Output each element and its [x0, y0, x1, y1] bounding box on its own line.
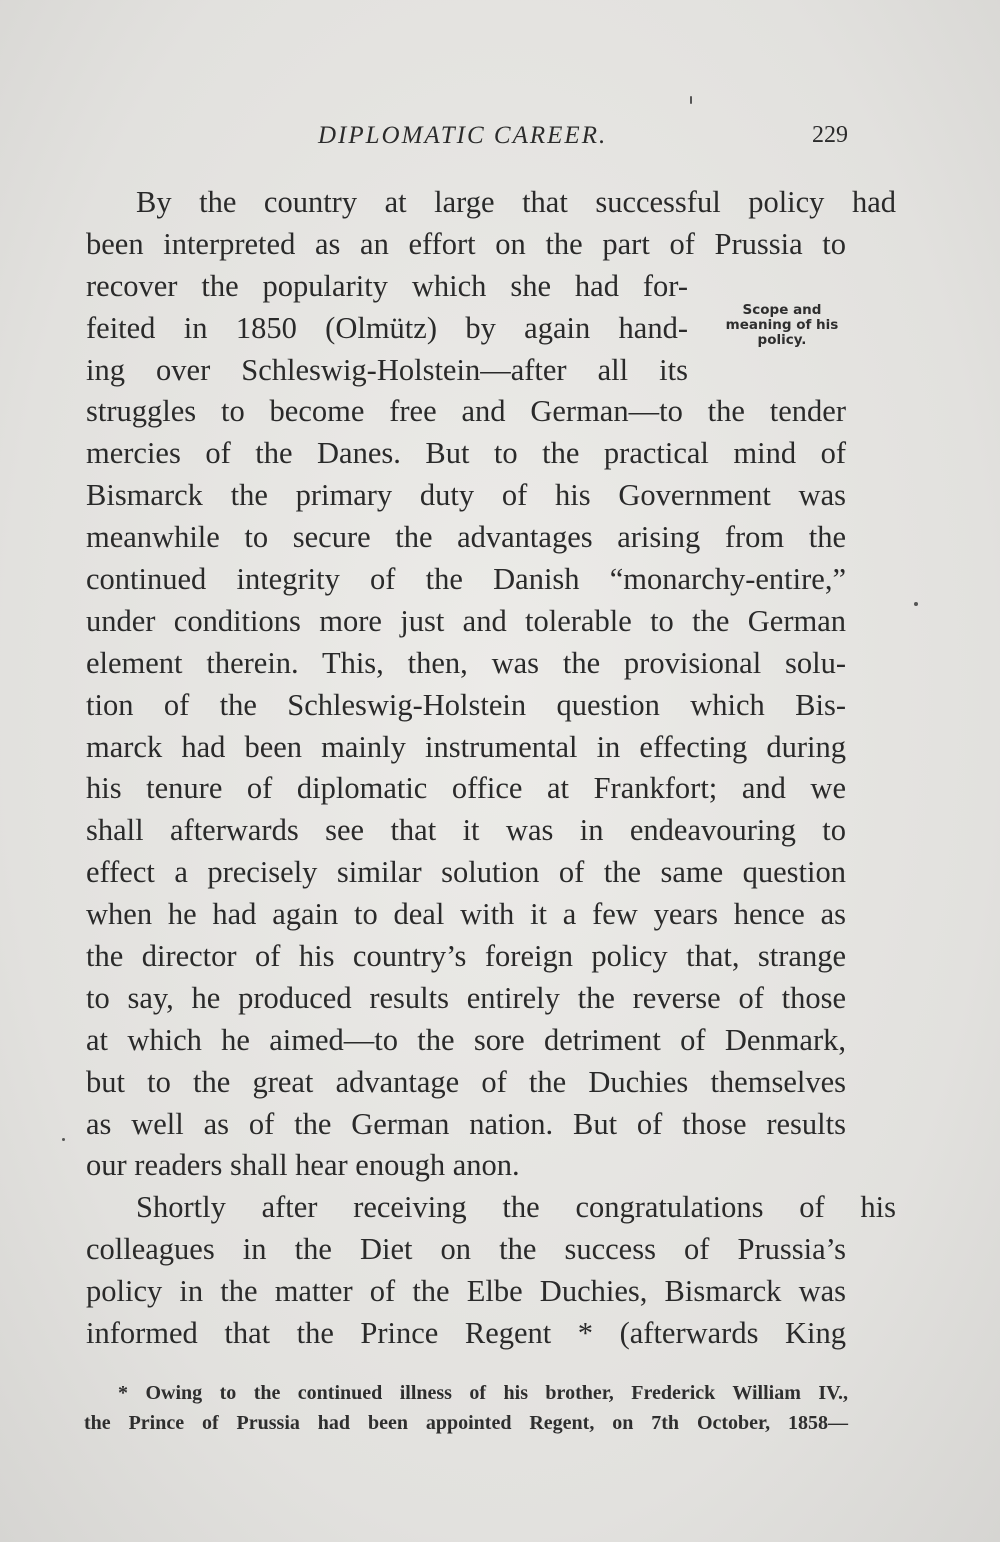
footnote-line: * Owing to the continued illness of his brother, Frederick William IV., — [118, 1382, 848, 1404]
body-line: mercies of the Danes. But to the practical mind of — [86, 436, 846, 471]
body-line: colleagues in the Diet on the success of Prussia’s — [86, 1232, 846, 1267]
body-line: continued integrity of the Danish “monarchy-entire,” — [86, 562, 846, 597]
body-line: feited in 1850 (Olmütz) by again hand- — [86, 310, 688, 345]
margin-note-line: Scope and — [742, 302, 822, 318]
margin-note-line: meaning of his — [725, 317, 839, 333]
body-line: informed that the Prince Regent * (afterwards King — [86, 1316, 846, 1351]
body-line: to say, he produced results entirely the reverse of those — [86, 980, 846, 1015]
paper-speck — [914, 602, 918, 606]
paper-speck — [62, 1138, 65, 1141]
body-line: recover the popularity which she had for- — [86, 268, 688, 303]
running-title: DIPLOMATIC CAREER. — [318, 122, 608, 149]
body-line: element therein. This, then, was the provisional solu- — [86, 645, 846, 680]
body-line: struggles to become free and German—to the tender — [86, 394, 846, 429]
body-line: Shortly after receiving the congratulations of his — [136, 1190, 896, 1225]
body-line: been interpreted as an effort on the part of Prussia to — [86, 226, 846, 261]
running-head — [0, 122, 1000, 162]
margin-note-line: policy. — [757, 332, 807, 348]
body-line: marck had been mainly instrumental in effecting during — [86, 729, 846, 764]
body-line: effect a precisely similar solution of the same question — [86, 855, 846, 890]
page-number: 229 — [812, 122, 848, 148]
body-line: policy in the matter of the Elbe Duchies, Bismarck was — [86, 1274, 846, 1309]
body-line: at which he aimed—to the sore detriment of Denmark, — [86, 1022, 846, 1057]
body-line: but to the great advantage of the Duchies themselves — [86, 1064, 846, 1099]
body-line: shall afterwards see that it was in endeavouring to — [86, 813, 846, 848]
footnote — [84, 1378, 854, 1438]
body-line: our readers shall hear enough anon. — [86, 1148, 520, 1183]
body-line: as well as of the German nation. But of those results — [86, 1106, 846, 1141]
body-line: when he had again to deal with it a few years hence as — [86, 897, 846, 932]
footnote-line: the Prince of Prussia had been appointed Regent, on 7th October, 1858— — [84, 1412, 848, 1434]
body-line: Bismarck the primary duty of his Government was — [86, 478, 846, 513]
body-line: under conditions more just and tolerable to the German — [86, 603, 846, 638]
body-line: meanwhile to secure the advantages arising from the — [86, 520, 846, 555]
body-line: ing over Schleswig-Holstein—after all its — [86, 352, 688, 387]
body-line: tion of the Schleswig-Holstein question which Bis- — [86, 687, 846, 722]
body-line: his tenure of diplomatic office at Frankfort; and we — [86, 771, 846, 806]
body-line: the director of his country’s foreign policy that, strange — [86, 939, 846, 974]
paper-speck — [690, 96, 692, 104]
body-line: By the country at large that successful policy had — [136, 185, 896, 219]
body-text — [86, 182, 896, 1355]
